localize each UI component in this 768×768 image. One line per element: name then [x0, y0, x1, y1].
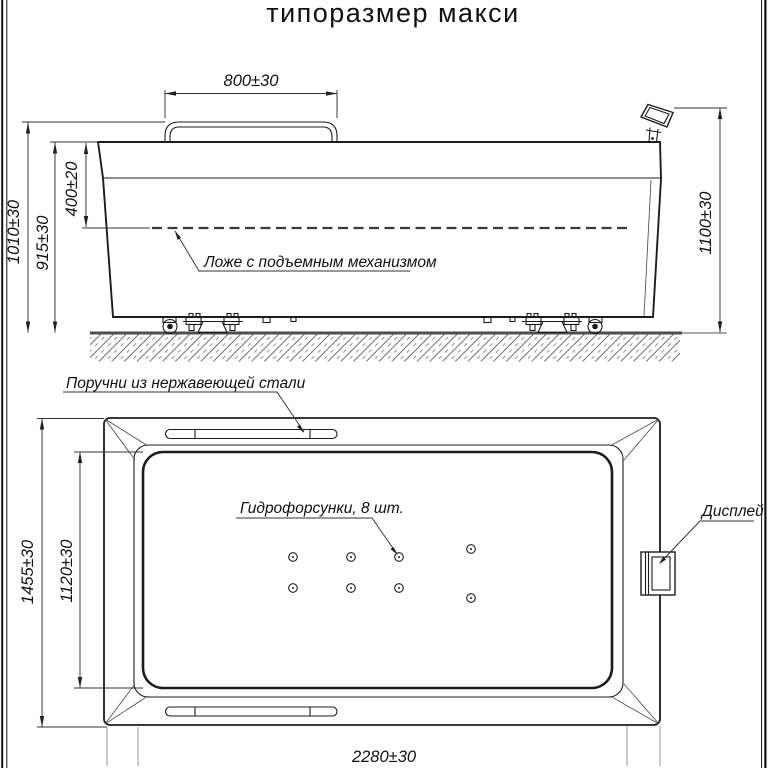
tub-body-side — [98, 142, 661, 317]
corner-diagonals — [105, 419, 659, 724]
leader-handrails — [63, 375, 306, 433]
dim-rim-height — [34, 143, 57, 333]
hydro-jets — [289, 545, 476, 603]
dim-text-1455: 1455±30 — [19, 539, 37, 605]
dim-text-2280: 2280±30 — [351, 748, 417, 766]
dim-text-1010: 1010±30 — [5, 199, 23, 265]
dim-basin-width — [58, 452, 143, 688]
display-side — [641, 105, 673, 143]
display-plan — [641, 552, 675, 595]
label-display: Дисплей — [702, 503, 764, 520]
drawing-title: типоразмер макси — [266, 0, 520, 28]
dim-text-400: 400±20 — [63, 161, 81, 217]
handrail-plan-top — [166, 430, 338, 439]
jet — [395, 553, 404, 562]
dim-handrail-length — [165, 72, 337, 118]
jet — [467, 545, 476, 554]
tub-body-plan — [104, 418, 660, 725]
handrail-plan-bottom — [166, 707, 338, 716]
ground — [90, 333, 727, 362]
jet — [467, 594, 476, 603]
jet — [289, 584, 298, 593]
jet — [347, 553, 356, 562]
bottom-supports — [263, 318, 515, 323]
jet — [347, 584, 356, 593]
label-jets: Гидрофорсунки, 8 шт. — [240, 500, 404, 517]
plan-view — [19, 375, 764, 766]
handrail-side — [165, 122, 337, 142]
jet — [289, 553, 298, 562]
side-view — [5, 72, 727, 362]
leader-jets — [236, 500, 404, 555]
dim-rim-to-bed — [50, 142, 98, 227]
label-handrails: Поручни из нержавеющей стали — [66, 375, 306, 392]
label-bed: Ложе с подъемным механизмом — [204, 254, 437, 271]
dim-overall-length — [107, 726, 660, 766]
leader-bed — [175, 231, 437, 271]
dim-text-800: 800±30 — [223, 72, 279, 90]
dim-overall-height — [674, 108, 727, 333]
dim-text-1120: 1120±30 — [58, 539, 76, 603]
dim-text-1100: 1100±30 — [697, 191, 715, 255]
dim-text-915: 915±30 — [34, 215, 52, 271]
jet — [395, 584, 404, 593]
